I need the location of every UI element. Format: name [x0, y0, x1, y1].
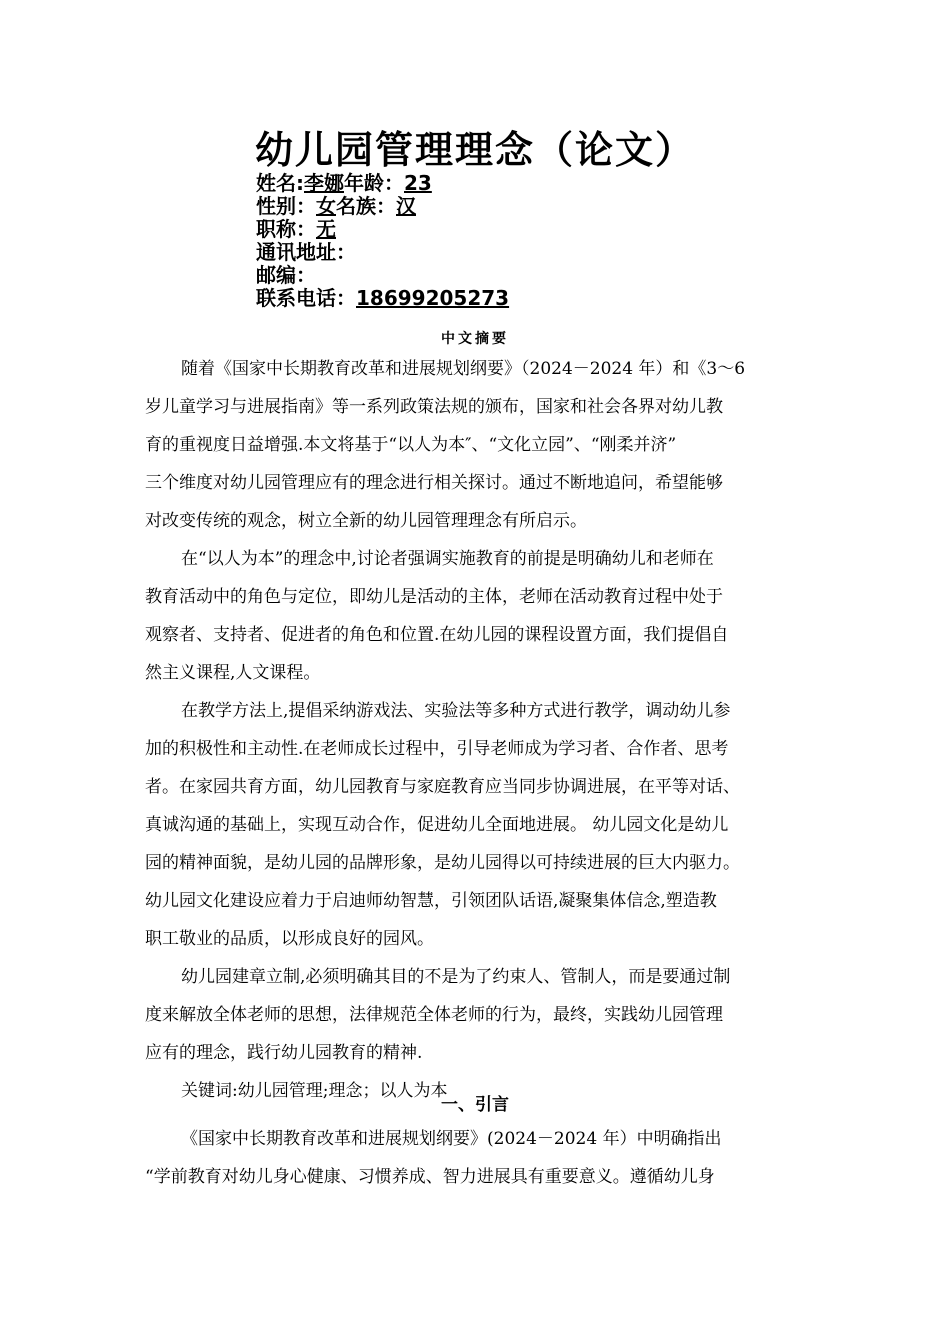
section-heading: 一、引言 — [441, 1095, 509, 1115]
abstract-line: 职工敬业的品质，以形成良好的园风。 — [145, 929, 434, 949]
section1-body — [145, 1120, 817, 1196]
job-title-label: 职称： — [256, 217, 316, 241]
ethnic-value: 汉 — [396, 194, 416, 218]
age-label: 年龄： — [344, 171, 404, 195]
gender-value: 女 — [316, 194, 336, 218]
info-row-address — [256, 241, 509, 264]
paper-title: 幼儿园管理理念（论文） — [254, 127, 695, 172]
info-row-name-age — [256, 172, 509, 195]
age-value: 23 — [404, 171, 432, 195]
abstract-line: 然主义课程,人文课程。 — [145, 663, 321, 683]
name-label: 姓名: — [256, 171, 304, 195]
abstract-line: 者。在家园共育方面，幼儿园教育与家庭教育应当同步协调进展，在平等对话、 — [145, 777, 740, 797]
section1-line: 《国家中长期教育改革和进展规划纲要》(2024－2024 年）中明确指出 — [181, 1129, 722, 1149]
abstract-line: 真诚沟通的基础上，实现互动合作，促进幼儿全面地进展。 幼儿园文化是幼儿 — [145, 815, 729, 835]
abstract-line: 观察者、支持者、促进者的角色和位置.在幼儿园的课程设置方面，我们提倡自 — [145, 625, 729, 645]
info-row-title — [256, 218, 509, 241]
postcode-label: 邮编： — [256, 263, 316, 287]
abstract-line: 幼儿园建章立制,必须明确其目的不是为了约束人、管制人，而是要通过制 — [181, 967, 731, 987]
abstract-line: 在教学方法上,提倡采纳游戏法、实验法等多种方式进行教学，调动幼儿参 — [181, 701, 731, 721]
phone-label: 联系电话： — [256, 286, 356, 310]
abstract-line: 应有的理念，践行幼儿园教育的精神. — [145, 1043, 423, 1063]
author-info — [256, 172, 509, 310]
phone-value: 18699205273 — [356, 286, 510, 310]
abstract-line: 幼儿园文化建设应着力于启迪师幼智慧，引领团队话语,凝聚集体信念,塑造教 — [145, 891, 717, 911]
abstract-line: 教育活动中的角色与定位，即幼儿是活动的主体，老师在活动教育过程中处于 — [145, 587, 723, 607]
info-row-gender-ethnic — [256, 195, 509, 218]
address-label: 通讯地址： — [256, 240, 356, 264]
ethnic-label: 名族： — [336, 194, 396, 218]
gender-label: 性别： — [256, 194, 316, 218]
abstract-line: 对改变传统的观念，树立全新的幼儿园管理理念有所启示。 — [145, 511, 587, 531]
section1-line: “学前教育对幼儿身心健康、习惯养成、智力进展具有重要意义。遵循幼儿身 — [145, 1167, 715, 1187]
keywords-line: 关键词:幼儿园管理;理念；以人为本 — [181, 1081, 448, 1101]
job-title-value: 无 — [316, 217, 336, 241]
abstract-line: 随着《国家中长期教育改革和进展规划纲要》（2024－2024 年）和《3～6 — [181, 359, 746, 379]
abstract-line: 度来解放全体老师的思想，法律规范全体老师的行为，最终，实践幼儿园管理 — [145, 1005, 723, 1025]
abstract-line: 在“以人为本”的理念中,讨论者强调实施教育的前提是明确幼儿和老师在 — [181, 549, 714, 569]
info-row-phone — [256, 287, 509, 310]
abstract-line: 岁儿童学习与进展指南》等一系列政策法规的颁布，国家和社会各界对幼儿教 — [145, 397, 723, 417]
abstract-line: 加的积极性和主动性.在老师成长过程中，引导老师成为学习者、合作者、思考 — [145, 739, 729, 759]
name-value: 李娜 — [304, 171, 344, 195]
abstract-line: 园的精神面貌，是幼儿园的品牌形象，是幼儿园得以可持续进展的巨大内驱力。 — [145, 853, 740, 873]
abstract-line: 三个维度对幼儿园管理应有的理念进行相关探讨。通过不断地追问，希望能够 — [145, 473, 723, 493]
abstract-heading: 中文摘要 — [441, 331, 509, 347]
abstract-line: 育的重视度日益增强.本文将基于“以人为本″、“文化立园”、“刚柔并济” — [145, 435, 677, 455]
abstract-body — [145, 350, 817, 1110]
info-row-postcode — [256, 264, 509, 287]
